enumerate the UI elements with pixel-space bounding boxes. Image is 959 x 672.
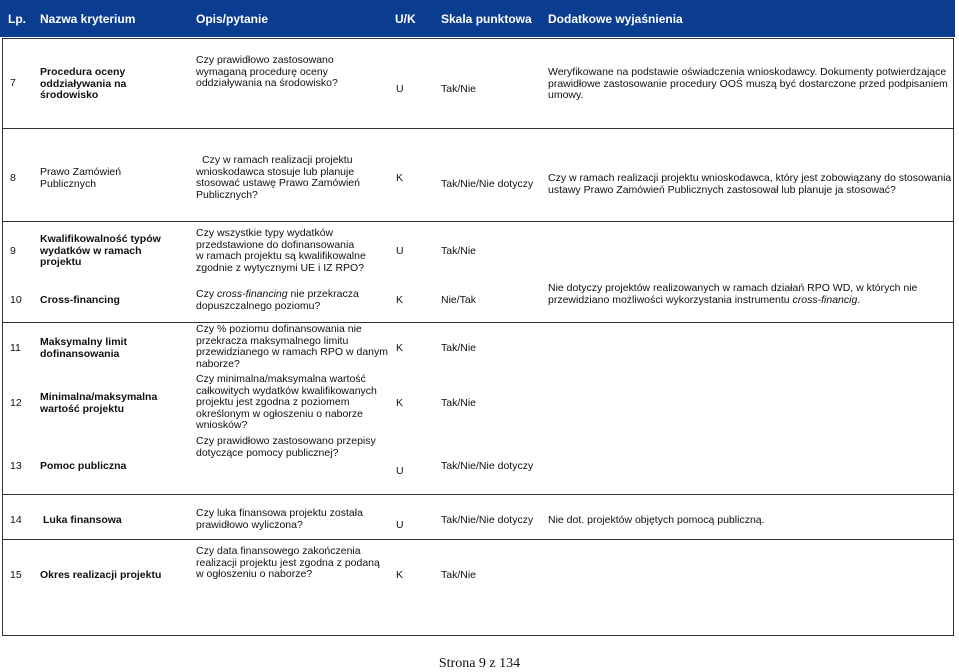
header-lp: Lp. bbox=[8, 12, 26, 26]
row-number: 10 bbox=[10, 294, 22, 306]
criterion-name: Cross-financing bbox=[40, 294, 120, 306]
uk-value: U bbox=[396, 83, 404, 95]
uk-value: U bbox=[396, 245, 404, 257]
header-uk: U/K bbox=[395, 12, 416, 26]
row-divider bbox=[2, 494, 954, 495]
header-scale: Skala punktowa bbox=[441, 12, 532, 26]
extra-explanation: Weryfikowane na podstawie oświadczenia wnioskodawcy. Dokumenty potwierdzające prawidłowe zastosowanie procedury OOŚ muszą być dostarczone przed podpisaniem umowy. bbox=[548, 66, 948, 102]
uk-value: K bbox=[396, 172, 404, 184]
criterion-question: Czy % poziomu dofinansowania nie przekracza maksymalnego limitu przewidzianego w ramach RPO w danym naborze? bbox=[196, 323, 388, 370]
criterion-name: Okres realizacji projektu bbox=[40, 569, 162, 581]
header-name: Nazwa kryterium bbox=[40, 12, 136, 26]
row-divider bbox=[2, 539, 954, 540]
page-number: Strona 9 z 134 bbox=[438, 656, 521, 671]
criterion-question: Czy cross-financing nie przekracza dopuszczalnego poziomu? bbox=[196, 288, 359, 312]
row-number: 11 bbox=[10, 342, 21, 354]
uk-value: U bbox=[396, 519, 404, 531]
scale-value: Tak/Nie bbox=[441, 83, 477, 95]
uk-value: K bbox=[396, 397, 404, 409]
criterion-question: Czy wszystkie typy wydatków przedstawione do dofinansowania w ramach projektu są kwalifikowalne zgodnie z wytycznymi UE i IZ RPO? bbox=[196, 227, 366, 274]
scale-value: Tak/Nie/Nie dotyczy bbox=[441, 178, 534, 190]
scale-value: Tak/Nie/Nie dotyczy bbox=[441, 514, 534, 526]
uk-value: U bbox=[396, 465, 404, 477]
criterion-name: Luka finansowa bbox=[43, 514, 122, 526]
criterion-name: Kwalifikowalność typów wydatków w ramach projektu bbox=[40, 233, 161, 269]
uk-value: K bbox=[396, 294, 404, 306]
scale-value: Tak/Nie bbox=[441, 342, 477, 354]
header-extra: Dodatkowe wyjaśnienia bbox=[548, 12, 683, 26]
criterion-question: Czy luka finansowa projektu została prawidłowo wyliczona? bbox=[196, 507, 363, 531]
row-number: 8 bbox=[10, 172, 16, 184]
row-number: 15 bbox=[10, 569, 22, 581]
criterion-name: Procedura oceny oddziaływania na środowisko bbox=[40, 66, 127, 102]
scale-value: Tak/Nie bbox=[441, 397, 477, 409]
criterion-name: Minimalna/maksymalna wartość projektu bbox=[40, 391, 158, 415]
row-number: 9 bbox=[10, 245, 16, 257]
scale-value: Tak/Nie bbox=[441, 245, 477, 257]
scale-value: Tak/Nie bbox=[441, 569, 477, 581]
criterion-question: Czy w ramach realizacji projektu wnioskodawca stosuje lub planuje stosować ustawę Prawo Zamówień Publicznych? bbox=[196, 154, 360, 201]
criterion-name: Prawo Zamówień Publicznych bbox=[40, 166, 122, 190]
scale-value: Tak/Nie/Nie dotyczy bbox=[441, 460, 534, 472]
scale-value: Nie/Tak bbox=[441, 294, 477, 306]
row-number: 13 bbox=[10, 460, 22, 472]
uk-value: K bbox=[396, 569, 404, 581]
row-number: 7 bbox=[10, 77, 16, 89]
criterion-question: Czy minimalna/maksymalna wartość całkowitych wydatków kwalifikowanych projektu jest zgodna z poziomem określonym w ogłoszeniu o naborze wniosków? bbox=[196, 373, 377, 432]
row-divider bbox=[2, 322, 954, 323]
row-divider bbox=[2, 221, 954, 222]
criterion-question: Czy data finansowego zakończenia realizacji projektu jest zgodna z podaną w ogłoszeniu o naborze? bbox=[196, 545, 380, 581]
criterion-question: Czy prawidłowo zastosowano wymaganą procedurę oceny oddziaływania na środowisko? bbox=[196, 54, 338, 90]
criterion-name: Pomoc publiczna bbox=[40, 460, 127, 472]
criterion-name: Maksymalny limit dofinansowania bbox=[40, 336, 127, 360]
extra-explanation: Czy w ramach realizacji projektu wnioskodawca, który jest zobowiązany do stosowania ustawy Prawo Zamówień Publicznych zastosował lub planuje ja stosować? bbox=[548, 172, 952, 196]
table-header bbox=[0, 0, 955, 37]
row-number: 12 bbox=[10, 397, 22, 409]
header-question: Opis/pytanie bbox=[196, 12, 269, 26]
uk-value: K bbox=[396, 342, 404, 354]
extra-explanation: Nie dotyczy projektów realizowanych w ramach działań RPO WD, w których nie przewidziano możliwości wykorzystania instrumentu cross-financig. bbox=[548, 282, 918, 306]
row-divider bbox=[2, 128, 954, 129]
extra-explanation: Nie dot. projektów objętych pomocą publiczną. bbox=[548, 514, 765, 526]
row-number: 14 bbox=[10, 514, 22, 526]
criterion-question: Czy prawidłowo zastosowano przepisy dotyczące pomocy publicznej? bbox=[196, 435, 376, 459]
